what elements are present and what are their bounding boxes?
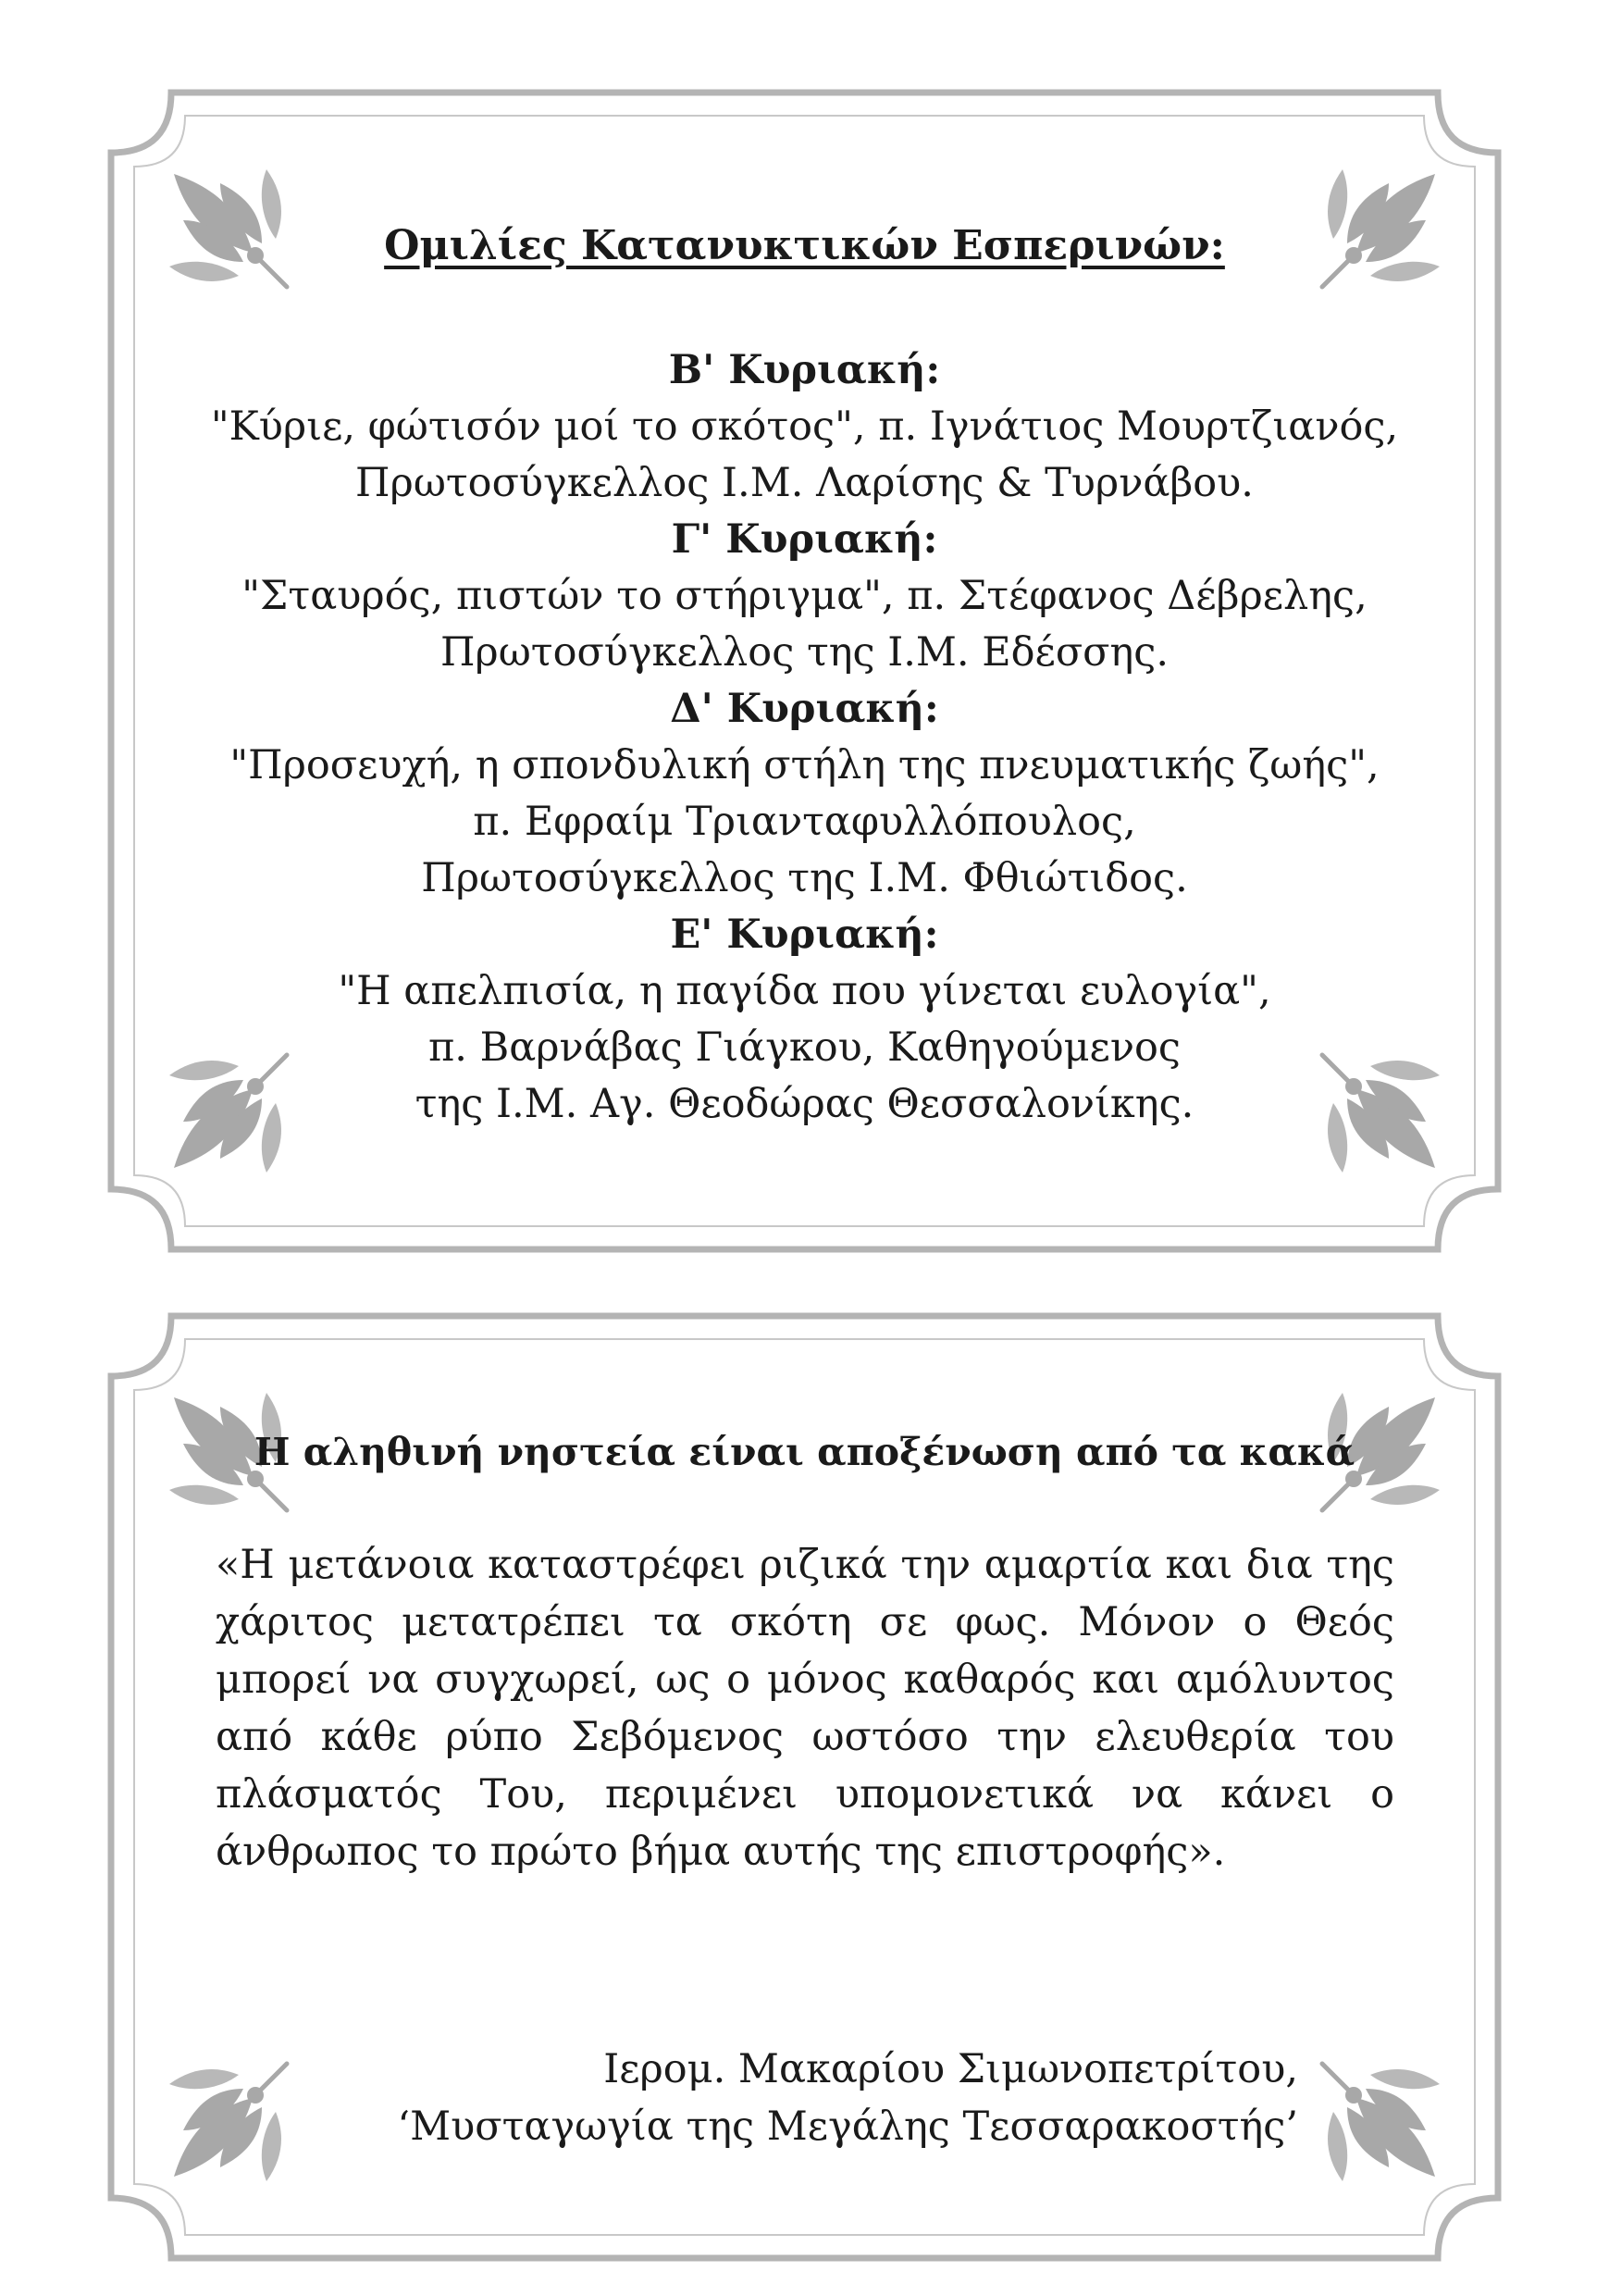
sermon-heading: Ε' Κυριακή: bbox=[670, 912, 939, 958]
sermon-line: Πρωτοσύγκελλος της Ι.Μ. Φθιώτιδος. bbox=[421, 855, 1188, 901]
sermon-line: "Σταυρός, πιστών το στήριγμα", π. Στέφανος Δέβρελης, bbox=[241, 573, 1368, 619]
sermon-entry bbox=[185, 342, 1424, 512]
sermon-entry bbox=[185, 907, 1424, 1133]
sermon-heading: Γ' Κυριακή: bbox=[671, 516, 938, 563]
sermon-line: "Κύριε, φώτισόν μοί το σκότος", π. Ιγνάτιος Μουρτζιανός, bbox=[210, 403, 1399, 450]
corner-flourish-icon bbox=[1322, 169, 1440, 287]
sermon-line: "Προσευχή, η σπονδυλική στήλη της πνευματικής ζωής", bbox=[229, 742, 1380, 788]
sermons-list bbox=[185, 342, 1424, 1133]
quote-source bbox=[397, 2041, 1298, 2155]
sermon-entry bbox=[185, 512, 1424, 681]
sermon-line: "Η απελπισία, η παγίδα που γίνεται ευλογία", bbox=[338, 968, 1271, 1014]
corner-flourish-icon bbox=[1322, 2064, 1440, 2181]
quote-title: Η αληθινή νηστεία είναι αποξένωση από τα κακά bbox=[254, 1430, 1355, 1474]
quote-author: Ιερομ. Μακαρίου Σιμωνοπετρίτου, bbox=[603, 2046, 1298, 2092]
sermon-line: της Ι.Μ. Αγ. Θεοδώρας Θεσσαλονίκης. bbox=[415, 1081, 1194, 1127]
sermon-heading: Δ' Κυριακή: bbox=[670, 686, 939, 732]
corner-flourish-icon bbox=[169, 169, 287, 287]
sermons-title: Ομιλίες Κατανυκτικών Εσπερινών: bbox=[384, 222, 1225, 269]
sermon-line: Πρωτοσύγκελλος της Ι.Μ. Εδέσσης. bbox=[439, 629, 1170, 676]
sermon-entry bbox=[185, 681, 1424, 907]
quote-work: ‘Μυσταγωγία της Μεγάλης Τεσσαρακοστής’ bbox=[397, 2104, 1298, 2150]
sermon-line: π. Εφραίμ Τριανταφυλλόπουλος, bbox=[473, 799, 1136, 845]
quote-text: «Η μετάνοια καταστρέφει ριζικά την αμαρτία και δια της χάριτος μετατρέπει τα σκότη σε φως. Μόνον ο Θεός μπορεί να συγχωρεί, ως ο μόνος καθαρός και αμόλυντος από κάθε ρύπο Σεβόμενος ωστόσο την ελευθερία του πλάσματός Του, περιμένει υπομονετικά να κάνει ο άνθρωπος το πρώτο βήμα αυτής της επιστροφής». bbox=[216, 1542, 1394, 1875]
quote-card bbox=[0, 1286, 1609, 2296]
sermon-line: Πρωτοσύγκελλος Ι.Μ. Λαρίσης & Τυρνάβου. bbox=[355, 460, 1254, 506]
corner-flourish-icon bbox=[169, 2064, 287, 2181]
sermon-line: π. Βαρνάβας Γιάγκου, Καθηγούμενος bbox=[428, 1024, 1181, 1071]
sermon-heading: Β' Κυριακή: bbox=[668, 347, 941, 393]
